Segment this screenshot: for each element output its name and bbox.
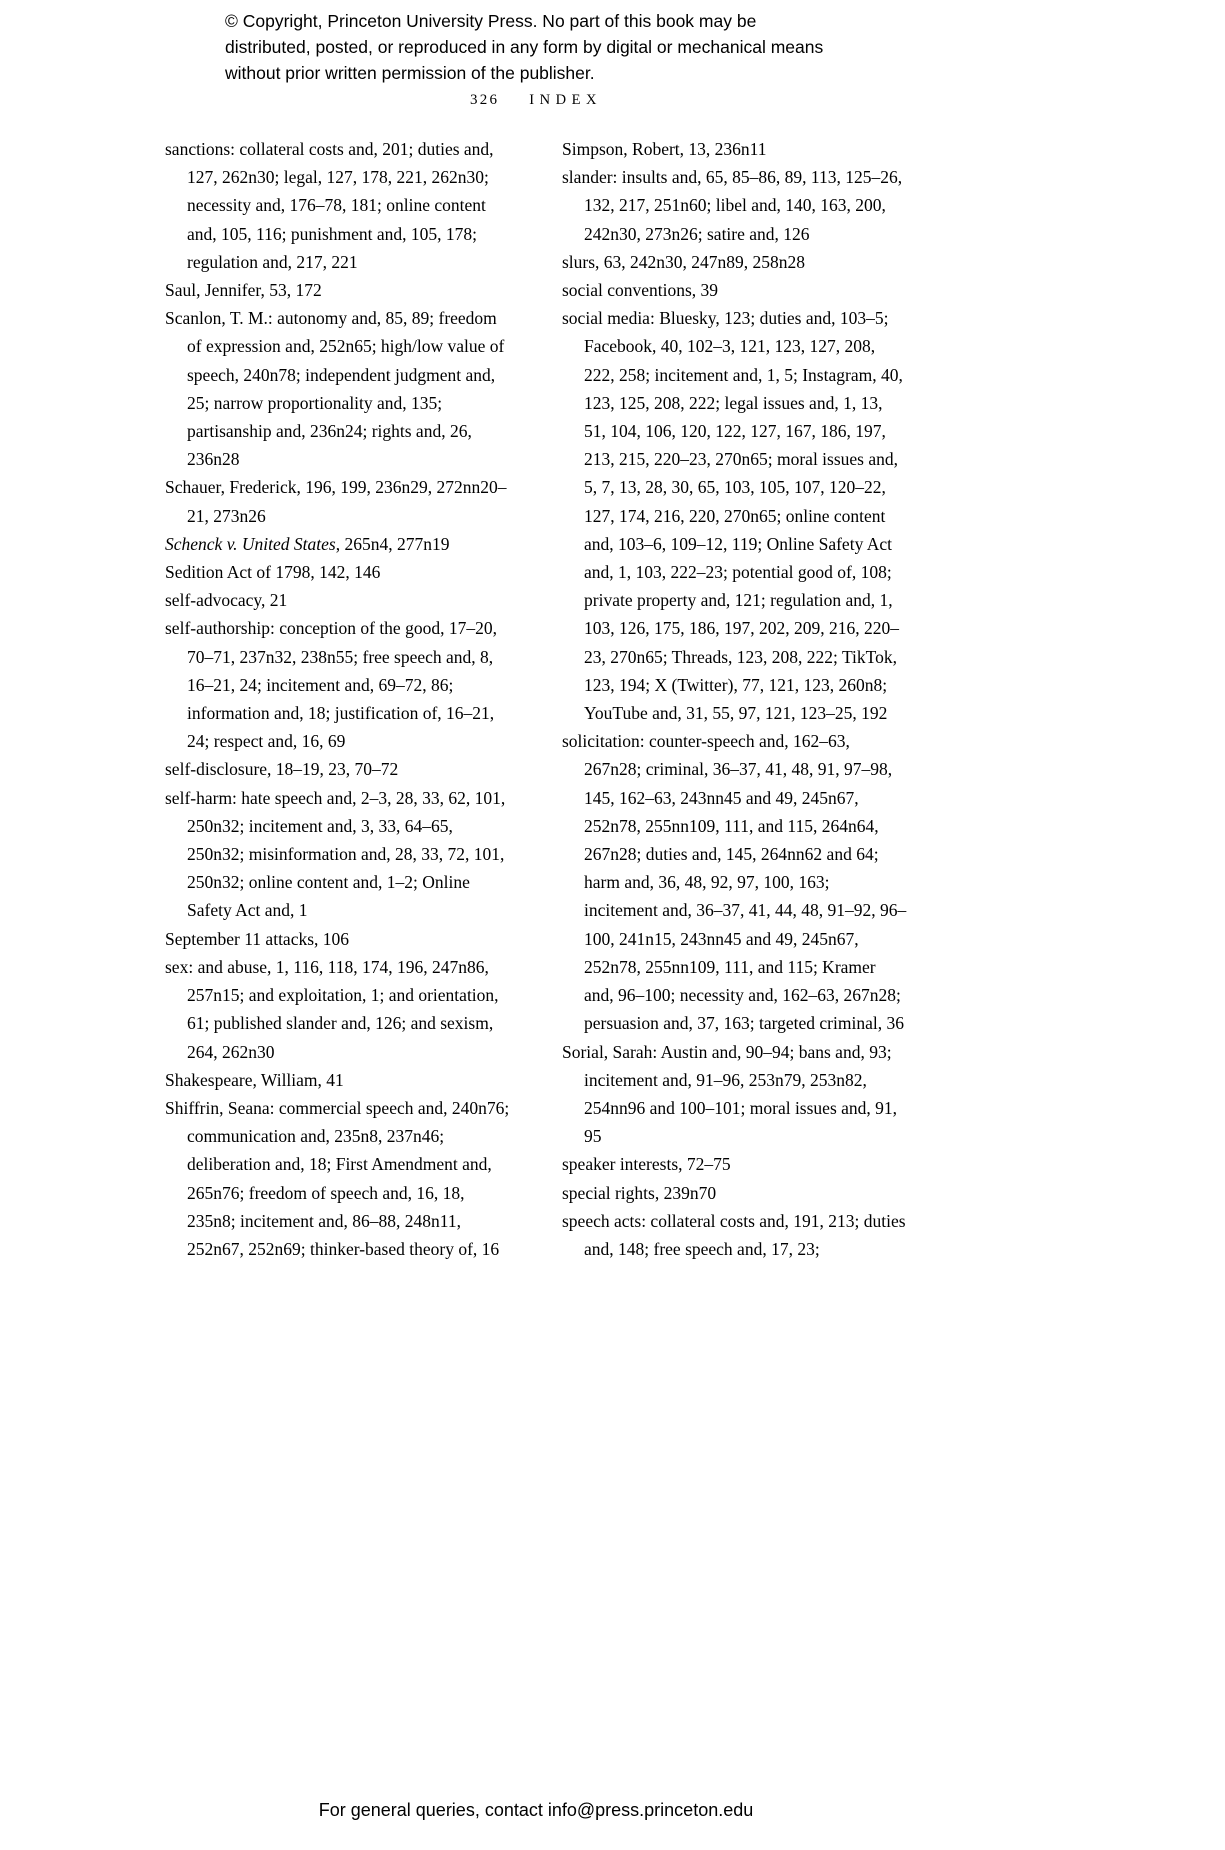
index-entry: self-authorship: conception of the good, 17–20, 70–71, 237n32, 238n55; free speech and, 8, 16–21, 24; incitement and, 69–72, 86; information and, 18; justification of, 16–21, 24; respect and, 16, 69 — [165, 618, 497, 752]
index-entry: slurs, 63, 242n30, 247n89, 258n28 — [562, 251, 806, 272]
index-left-column — [165, 135, 510, 1263]
index-entry: social conventions, 39 — [562, 280, 719, 301]
footer-contact: For general queries, contact info@press.princeton.edu — [318, 1800, 754, 1820]
index-entry: Saul, Jennifer, 53, 172 — [165, 280, 322, 301]
index-entry: special rights, 239n70 — [562, 1182, 717, 1203]
index-entry: self-advocacy, 21 — [165, 590, 288, 611]
index-title: INDEX — [529, 92, 602, 108]
index-entry: Shakespeare, William, 41 — [165, 1069, 344, 1090]
index-right-column — [562, 135, 907, 1263]
index-entry: September 11 attacks, 106 — [165, 928, 350, 949]
index-entry: Schenck v. United States, 265n4, 277n19 — [165, 533, 450, 554]
index-entry: social media: Bluesky, 123; duties and, 103–5; Facebook, 40, 102–3, 121, 123, 127, 208, 222, 258; incitement and, 1, 5; Instagram, 40, 123, 125, 208, 222; legal issues and, 1, 13, 51, 104, 106, 120, 122, 127, 167, 186, 197, 213, 215, 220–23, 270n65; moral issues and, 5, 7, 13, 28, 30, 65, 103, 105, 107, 120–22, 127, 174, 216, 220, 270n65; online content and, 103–6, 109–12, 119; Online Safety Act and, 1, 103, 222–23; potential good of, 108; private property and, 121; regulation and, 1, 103, 126, 175, 186, 197, 202, 209, 216, 220–23, 270n65; Threads, 123, 208, 222; TikTok, 123, 194; X (Twitter), 77, 121, 123, 260n8; YouTube and, 31, 55, 97, 121, 123–25, 192 — [562, 308, 903, 724]
index-columns — [165, 135, 907, 1263]
index-entry-case-name: Schenck v. United States — [165, 533, 336, 554]
index-entry: Sorial, Sarah: Austin and, 90–94; bans and, 93; incitement and, 91–96, 253n79, 253n82, 254nn96 and 100–101; moral issues and, 91, 95 — [562, 1041, 898, 1147]
index-entry: sex: and abuse, 1, 116, 118, 174, 196, 247n86, 257n15; and exploitation, 1; and orientation, 61; published slander and, 126; and sexism, 264, 262n30 — [165, 956, 499, 1062]
index-entry: Shiffrin, Seana: commercial speech and, 240n76; communication and, 235n8, 237n46; deliberation and, 18; First Amendment and, 265n76; freedom of speech and, 16, 18, 235n8; incitement and, 86–88, 248n11, 252n67, 252n69; thinker-based theory of, 16 — [165, 1097, 510, 1259]
index-entry: Schauer, Frederick, 196, 199, 236n29, 272nn20–21, 273n26 — [165, 477, 507, 526]
index-entry: speech acts: collateral costs and, 191, 213; duties and, 148; free speech and, 17, 23; — [562, 1210, 906, 1259]
index-entry: slander: insults and, 65, 85–86, 89, 113, 125–26, 132, 217, 251n60; libel and, 140, 163, 200, 242n30, 273n26; satire and, 126 — [562, 167, 903, 244]
copyright-notice: © Copyright, Princeton University Press. No part of this book may be distributed, posted, or reproduced in any form by digital or mechanical means without prior written permission of the publisher. — [225, 11, 824, 83]
page-content — [165, 92, 907, 1263]
page-number: 326 — [470, 92, 500, 108]
index-entry: self-harm: hate speech and, 2–3, 28, 33, 62, 101, 250n32; incitement and, 3, 33, 64–65, 250n32; misinformation and, 28, 33, 72, 101, 250n32; online content and, 1–2; Online Safety Act and, 1 — [165, 787, 506, 921]
index-entry: Simpson, Robert, 13, 236n11 — [562, 139, 767, 159]
index-entry: Sedition Act of 1798, 142, 146 — [165, 562, 381, 583]
page-header — [165, 92, 907, 109]
index-entry: speaker interests, 72–75 — [562, 1154, 731, 1175]
index-entry: sanctions: collateral costs and, 201; duties and, 127, 262n30; legal, 127, 178, 221, 262n30; necessity and, 176–78, 181; online content and, 105, 116; punishment and, 105, 178; regulation and, 217, 221 — [165, 139, 494, 272]
index-entry: Scanlon, T. M.: autonomy and, 85, 89; freedom of expression and, 252n65; high/low value of speech, 240n78; independent judgment and, 25; narrow proportionality and, 135; partisanship and, 236n24; rights and, 26, 236n28 — [165, 308, 505, 470]
index-entry: solicitation: counter-speech and, 162–63, 267n28; criminal, 36–37, 41, 48, 91, 97–98, 145, 162–63, 243nn45 and 49, 245n67, 252n78, 255nn109, 111, and 115, 264n64, 267n28; duties and, 145, 264nn62 and 64; harm and, 36, 48, 92, 97, 100, 163; incitement and, 36–37, 41, 44, 48, 91–92, 96–100, 241n15, 243nn45 and 49, 245n67, 252n78, 255nn109, 111, and 115; Kramer and, 96–100; necessity and, 162–63, 267n28; persuasion and, 37, 163; targeted criminal, 36 — [562, 731, 907, 1034]
index-entry: self-disclosure, 18–19, 23, 70–72 — [165, 759, 399, 780]
